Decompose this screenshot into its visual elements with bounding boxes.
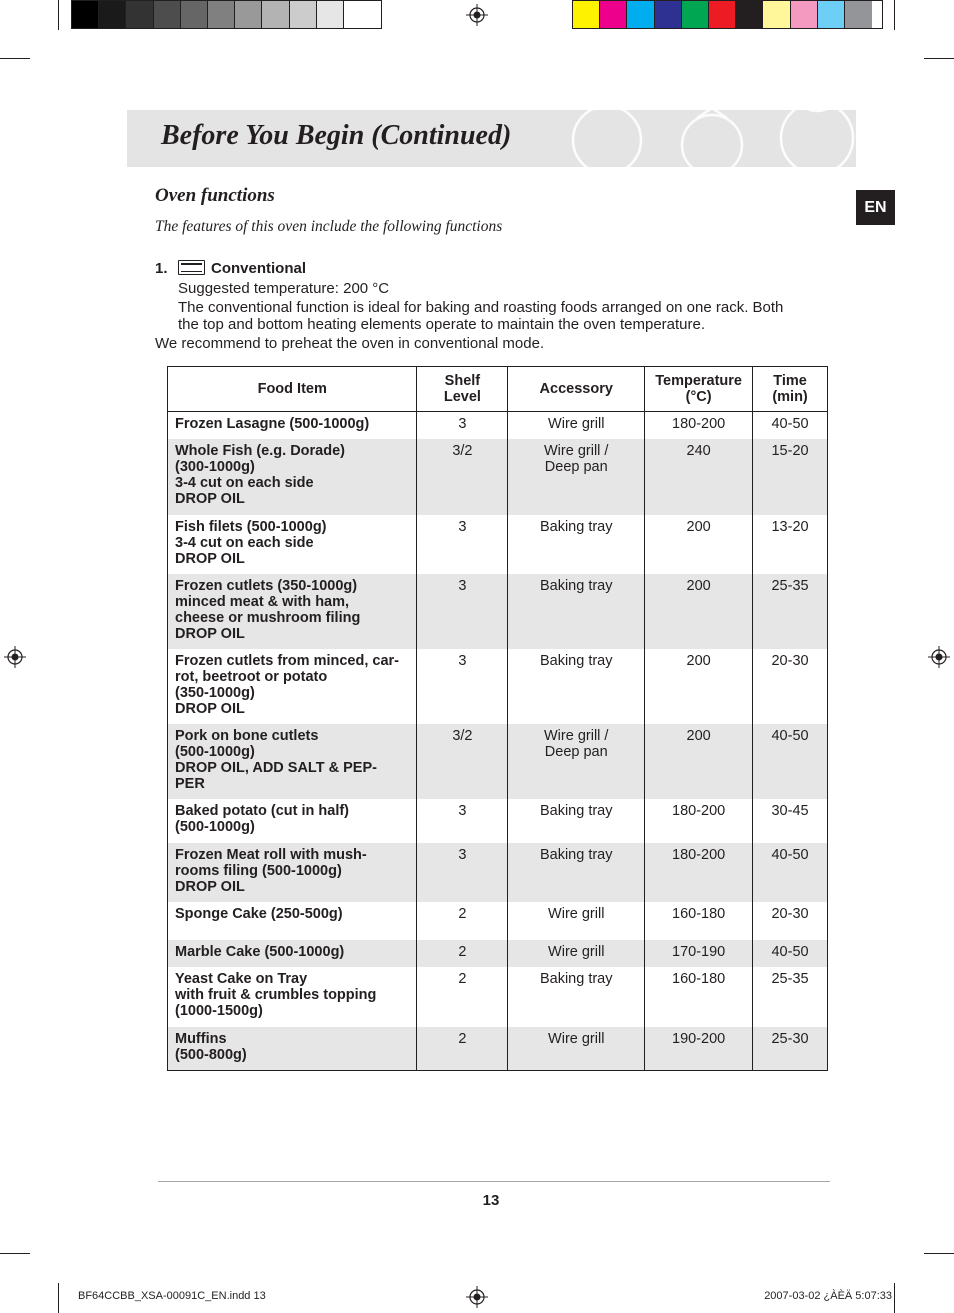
table-row (168, 799, 828, 843)
section-title: Oven functions (155, 185, 275, 206)
temperature-cell: 200 (645, 649, 753, 724)
time-cell: 40-50 (753, 843, 828, 902)
color-swatch (154, 1, 181, 28)
shelf-level-cell: 3 (417, 515, 508, 574)
color-swatch (655, 1, 682, 28)
table-body (168, 412, 828, 1071)
crop-mark (0, 58, 30, 59)
color-swatch (72, 1, 99, 28)
food-item-cell: Frozen Lasagne (500-1000g) (168, 412, 417, 439)
color-swatch (791, 1, 818, 28)
color-swatch (262, 1, 289, 28)
page-title: Before You Begin (Continued) (161, 120, 512, 151)
table-row (168, 843, 828, 902)
time-cell: 20-30 (753, 902, 828, 940)
header-shelf-level: Shelf Level (417, 367, 508, 412)
accessory-cell: Wire grill (508, 1027, 645, 1071)
temperature-cell: 200 (645, 724, 753, 799)
header-temperature: Temperature (°C) (645, 367, 753, 412)
function-description-line: The conventional function is ideal for baking and roasting foods arranged on one rack. Both (178, 299, 784, 316)
food-item-cell: Frozen cutlets from minced, car- rot, beetroot or potato (350-1000g) DROP OIL (168, 649, 417, 724)
time-cell: 40-50 (753, 940, 828, 967)
accessory-cell: Baking tray (508, 574, 645, 649)
time-cell: 40-50 (753, 412, 828, 439)
accessory-cell: Wire grill (508, 902, 645, 940)
food-item-cell: Muffins (500-800g) (168, 1027, 417, 1071)
food-item-cell: Whole Fish (e.g. Dorade) (300-1000g) 3-4 cut on each side DROP OIL (168, 439, 417, 515)
header-food-item: Food Item (168, 367, 417, 412)
function-name: Conventional (211, 260, 307, 277)
temperature-cell: 180-200 (645, 799, 753, 843)
crop-mark (58, 0, 59, 30)
temperature-cell: 180-200 (645, 843, 753, 902)
temperature-cell: 200 (645, 574, 753, 649)
shelf-level-cell: 2 (417, 1027, 508, 1071)
color-swatch (235, 1, 262, 28)
color-swatch (600, 1, 627, 28)
shelf-level-cell: 3 (417, 799, 508, 843)
temperature-cell: 160-180 (645, 967, 753, 1027)
color-swatch (181, 1, 208, 28)
function-number: 1. (155, 260, 168, 277)
color-swatch (344, 1, 371, 28)
time-cell: 13-20 (753, 515, 828, 574)
preheat-recommendation: We recommend to preheat the oven in conventional mode. (155, 335, 545, 352)
section-intro: The features of this oven include the following functions (155, 218, 503, 235)
header-banner (127, 110, 856, 167)
accessory-cell: Baking tray (508, 649, 645, 724)
crop-mark (894, 1283, 895, 1313)
time-cell: 15-20 (753, 439, 828, 515)
time-cell: 25-30 (753, 1027, 828, 1071)
process-color-bar (572, 0, 883, 29)
table-row (168, 649, 828, 724)
function-description-line: the top and bottom heating elements operate to maintain the oven temperature. (178, 316, 706, 333)
food-item-cell: Yeast Cake on Tray with fruit & crumbles topping (1000-1500g) (168, 967, 417, 1027)
crop-mark (894, 0, 895, 30)
color-swatch (818, 1, 845, 28)
accessory-cell: Wire grill / Deep pan (508, 439, 645, 515)
color-swatch (317, 1, 344, 28)
time-cell: 25-35 (753, 574, 828, 649)
food-item-cell: Pork on bone cutlets (500-1000g) DROP OIL, ADD SALT & PEP- PER (168, 724, 417, 799)
accessory-cell: Wire grill (508, 940, 645, 967)
food-item-cell: Marble Cake (500-1000g) (168, 940, 417, 967)
shelf-level-cell: 3 (417, 649, 508, 724)
color-swatch (290, 1, 317, 28)
food-item-cell: Fish filets (500-1000g) 3-4 cut on each side DROP OIL (168, 515, 417, 574)
decorative-fruit-outline-icon (547, 110, 856, 167)
food-item-cell: Baked potato (cut in half) (500-1000g) (168, 799, 417, 843)
shelf-level-cell: 2 (417, 967, 508, 1027)
file-slug: BF64CCBB_XSA-00091C_EN.indd 13 (78, 1290, 266, 1302)
time-cell: 20-30 (753, 649, 828, 724)
food-item-cell: Sponge Cake (250-500g) (168, 902, 417, 940)
shelf-level-cell: 3 (417, 843, 508, 902)
table-row (168, 1027, 828, 1071)
date-slug: 2007-03-02 ¿ÀÈÄ 5:07:33 (764, 1290, 892, 1302)
cooking-table (167, 366, 828, 1071)
color-swatch (763, 1, 790, 28)
accessory-cell: Wire grill / Deep pan (508, 724, 645, 799)
temperature-cell: 160-180 (645, 902, 753, 940)
color-swatch (208, 1, 235, 28)
shelf-level-cell: 3 (417, 574, 508, 649)
color-swatch (709, 1, 736, 28)
shelf-level-cell: 3/2 (417, 439, 508, 515)
grayscale-color-bar (71, 0, 382, 29)
table-row (168, 902, 828, 940)
table-row (168, 412, 828, 439)
color-swatch (627, 1, 654, 28)
time-cell: 40-50 (753, 724, 828, 799)
temperature-cell: 200 (645, 515, 753, 574)
table-row (168, 940, 828, 967)
color-swatch (682, 1, 709, 28)
color-swatch (126, 1, 153, 28)
registration-mark-icon (928, 646, 950, 668)
accessory-cell: Baking tray (508, 515, 645, 574)
registration-mark-icon (466, 1286, 488, 1308)
crop-mark (0, 1253, 30, 1254)
table-row (168, 967, 828, 1027)
table-row (168, 574, 828, 649)
shelf-level-cell: 2 (417, 940, 508, 967)
accessory-cell: Baking tray (508, 799, 645, 843)
table-row (168, 439, 828, 515)
conventional-oven-icon (178, 260, 205, 275)
color-swatch (845, 1, 872, 28)
registration-mark-icon (4, 646, 26, 668)
shelf-level-cell: 2 (417, 902, 508, 940)
accessory-cell: Wire grill (508, 412, 645, 439)
color-swatch (99, 1, 126, 28)
table-header-row (168, 367, 828, 412)
color-swatch (736, 1, 763, 28)
crop-mark (924, 1253, 954, 1254)
temperature-cell: 190-200 (645, 1027, 753, 1071)
shelf-level-cell: 3/2 (417, 724, 508, 799)
shelf-level-cell: 3 (417, 412, 508, 439)
color-swatch (573, 1, 600, 28)
page-number: 13 (482, 1192, 500, 1209)
header-time: Time (min) (753, 367, 828, 412)
header-accessory: Accessory (508, 367, 645, 412)
crop-mark (58, 1283, 59, 1313)
food-item-cell: Frozen Meat roll with mush- rooms filing (500-1000g) DROP OIL (168, 843, 417, 902)
table-row (168, 724, 828, 799)
temperature-cell: 240 (645, 439, 753, 515)
time-cell: 30-45 (753, 799, 828, 843)
table-row (168, 515, 828, 574)
crop-mark (924, 58, 954, 59)
registration-mark-icon (466, 4, 488, 26)
accessory-cell: Baking tray (508, 967, 645, 1027)
suggested-temperature: Suggested temperature: 200 °C (178, 280, 390, 297)
footer-divider (158, 1181, 830, 1182)
temperature-cell: 170-190 (645, 940, 753, 967)
temperature-cell: 180-200 (645, 412, 753, 439)
time-cell: 25-35 (753, 967, 828, 1027)
food-item-cell: Frozen cutlets (350-1000g) minced meat & with ham, cheese or mushroom filing DROP OIL (168, 574, 417, 649)
language-badge: EN (856, 190, 895, 225)
accessory-cell: Baking tray (508, 843, 645, 902)
